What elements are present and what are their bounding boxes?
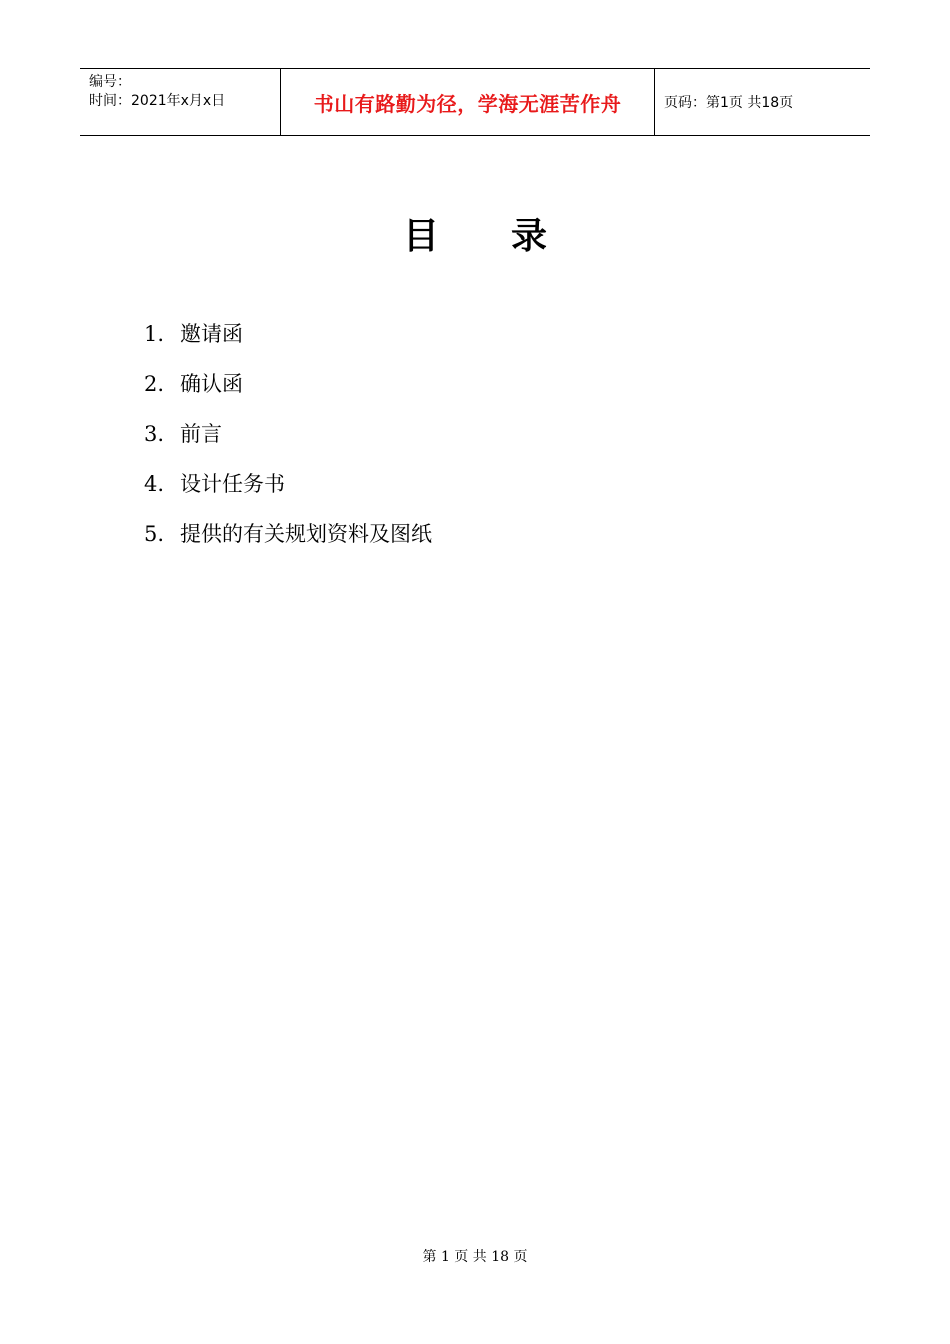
toc-item: [144, 368, 432, 418]
header-page-info: 页码：第1页 共18页: [664, 95, 794, 111]
toc-item: [144, 518, 432, 568]
toc-item-text: 前言: [180, 422, 222, 446]
header-info-cell: [80, 69, 281, 135]
toc-item-number: 5.: [144, 522, 165, 546]
toc-item-text: 设计任务书: [180, 472, 285, 496]
document-number-label: 编号：: [89, 74, 131, 90]
toc-item-number: 1.: [144, 322, 165, 346]
toc-item: [144, 318, 432, 368]
toc-item-number: 2.: [144, 372, 165, 396]
page-footer: 第 1 页 共 18 页: [422, 1249, 528, 1265]
document-date-label: 时间：2021年x月x日: [89, 93, 226, 109]
toc-item-number: 4.: [144, 472, 165, 496]
toc-list: [144, 318, 432, 568]
page-header: [80, 68, 870, 136]
toc-item-text: 邀请函: [180, 322, 243, 346]
toc-item: [144, 468, 432, 518]
toc-title: 目录: [402, 215, 619, 257]
toc-item: [144, 418, 432, 468]
header-motto: 书山有路勤为径，学海无涯苦作舟: [281, 69, 655, 135]
toc-item-number: 3.: [144, 422, 165, 446]
toc-item-text: 提供的有关规划资料及图纸: [180, 522, 432, 546]
toc-item-text: 确认函: [180, 372, 243, 396]
